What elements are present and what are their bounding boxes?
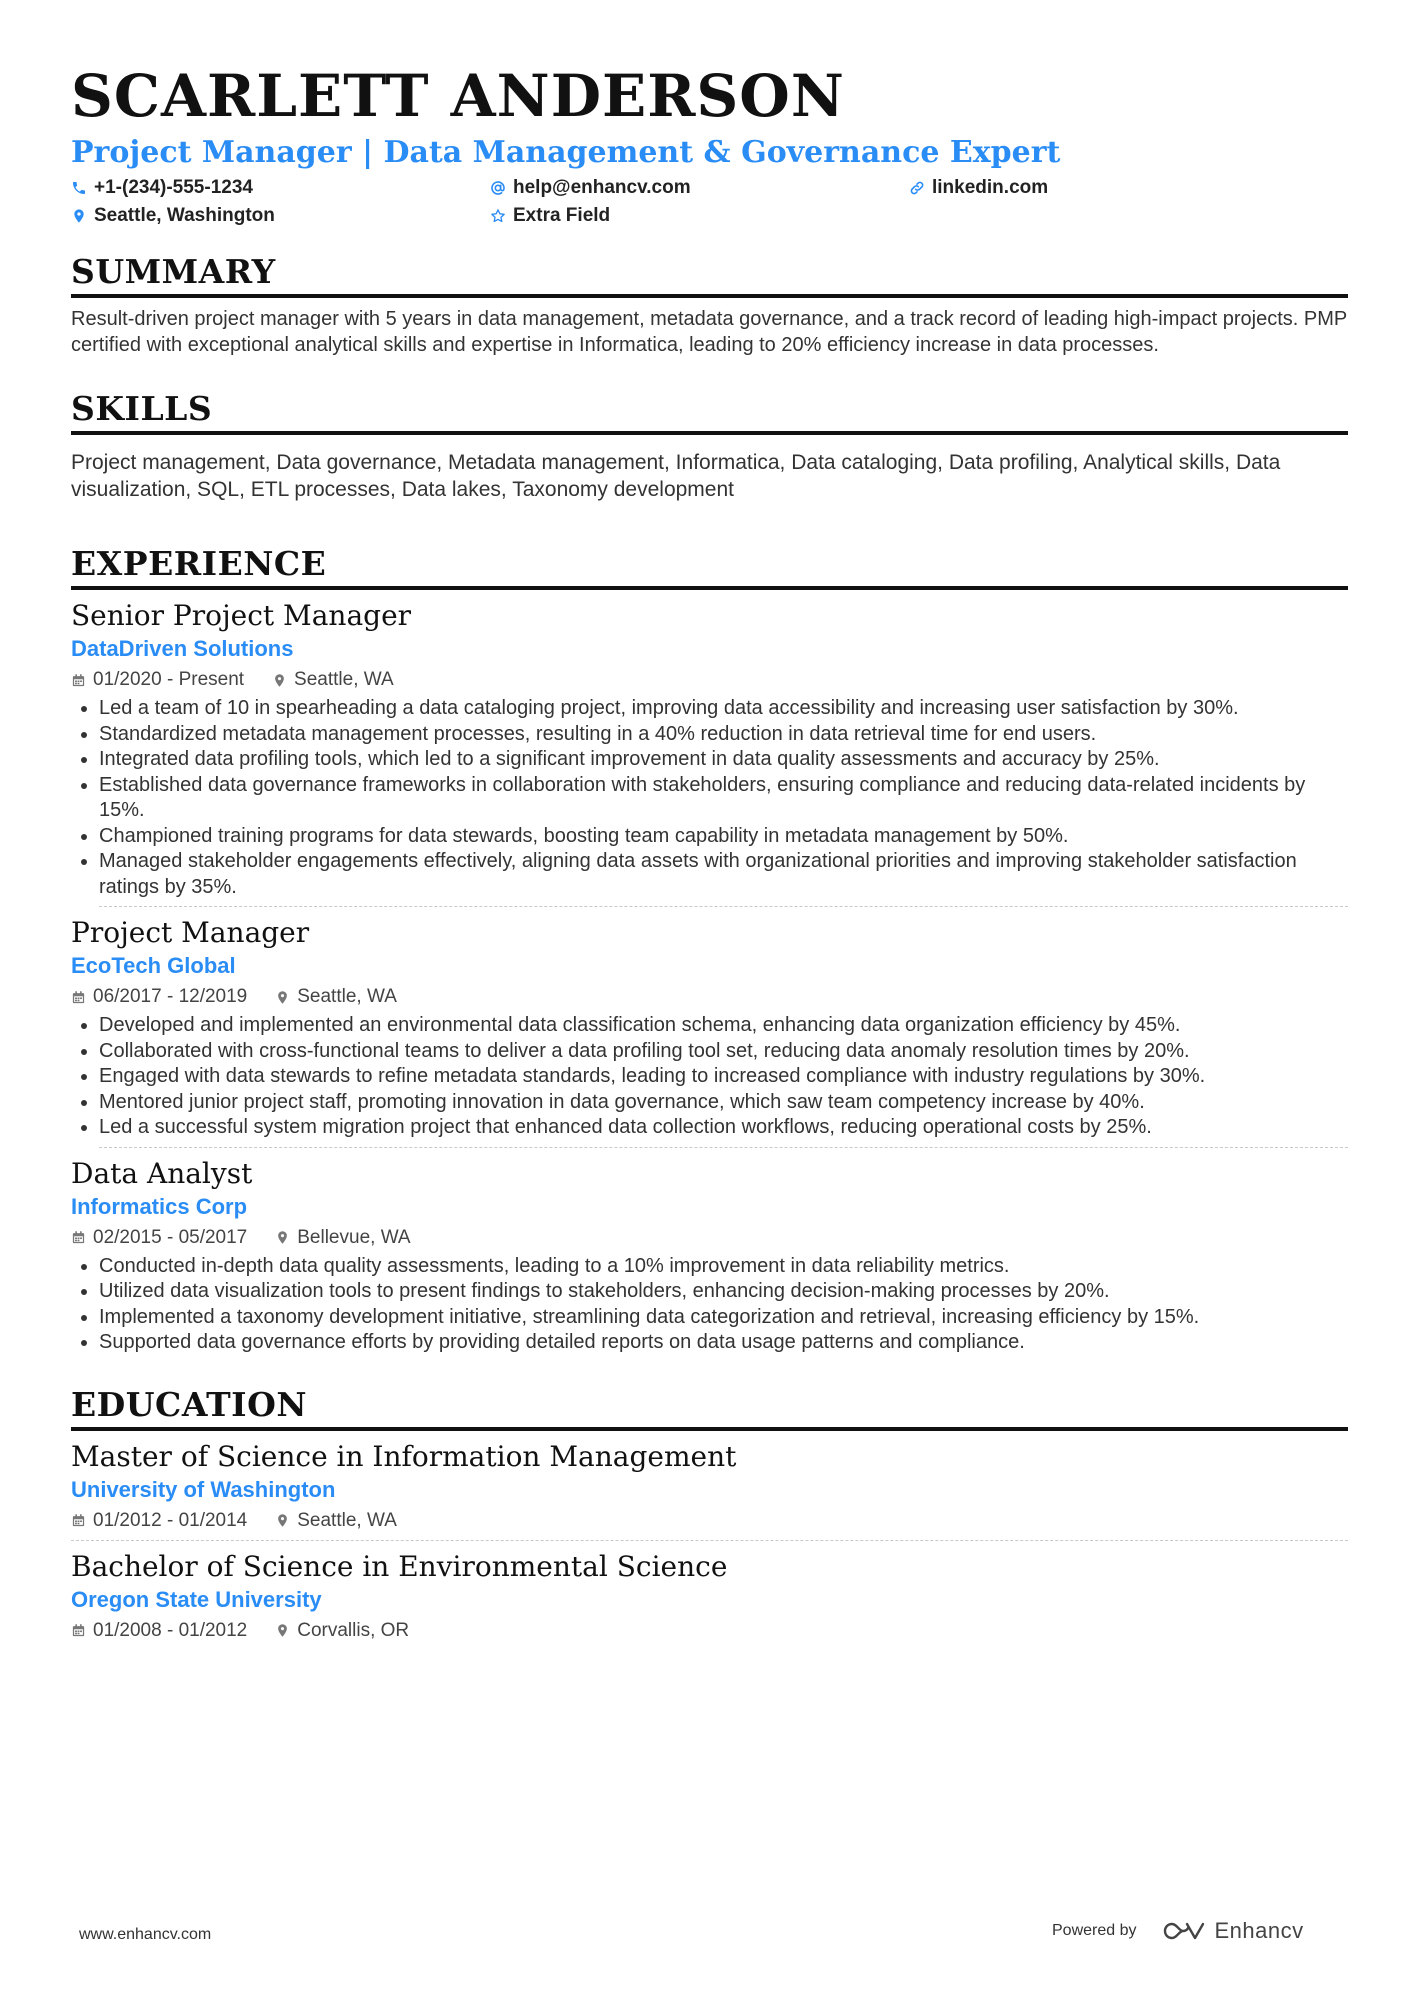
calendar-icon (71, 1513, 86, 1528)
entry-dates: 01/2012 - 01/2014 (93, 1509, 248, 1531)
achievement-item: • Implemented a taxonomy development initiative, streamlining data categorization and retrieval, increasing efficiency by 15%. (99, 1305, 1348, 1331)
company-name: Informatics Corp (71, 1193, 248, 1219)
brand-name: Enhancv (1214, 1918, 1304, 1943)
calendar-icon (71, 1623, 86, 1638)
education-title: EDUCATION (71, 1384, 308, 1424)
school-name: University of Washington (71, 1476, 336, 1502)
experience-entry (71, 1156, 1348, 1356)
achievement-item: • Standardized metadata management processes, resulting in a 40% reduction in data retrieval time for end users. (99, 722, 1348, 748)
job-title: Project Manager (71, 916, 310, 949)
job-title: Senior Project Manager (71, 599, 412, 632)
entry-meta (71, 984, 1348, 1010)
phone-icon (71, 180, 87, 196)
summary-section (71, 251, 1348, 358)
summary-text: Result-driven project manager with 5 years in data management, metadata governance, and a track record of leading high-impact projects. PMP certified with exceptional analytical skills and expertise in Informatica, leading to 20% efficiency increase in data processes. (71, 308, 1347, 356)
achievement-item: • Led a team of 10 in spearheading a data cataloging project, improving data accessibility and increasing user satisfaction by 30%. (99, 696, 1348, 722)
candidate-headline: Project Manager | Data Management & Governance Expert (71, 135, 1061, 170)
experience-title: EXPERIENCE (71, 544, 327, 583)
achievement-list (71, 1013, 1348, 1141)
contact-extra (490, 203, 909, 229)
achievement-item: • Conducted in-depth data quality assessments, leading to a 10% improvement in data reliability metrics. (99, 1254, 1348, 1280)
skills-title: SKILLS (71, 389, 213, 428)
degree-title: Master of Science in Information Management (71, 1439, 737, 1473)
entry-meta (71, 1225, 1348, 1251)
location-pin-icon (275, 1623, 290, 1638)
experience-section (71, 543, 1348, 1356)
company-name: DataDriven Solutions (71, 636, 294, 661)
entry-location: Seattle, WA (294, 669, 394, 690)
powered-by-label: Powered by (1052, 1922, 1137, 1939)
entry-divider (71, 1540, 1348, 1541)
education-entry (71, 1439, 1348, 1534)
achievement-list (71, 696, 1348, 900)
contact-location (71, 203, 490, 229)
at-icon (490, 180, 506, 196)
job-title: Data Analyst (71, 1156, 253, 1190)
achievement-item: • Established data governance frameworks in collaboration with stakeholders, ensuring compliance and reducing data-related incidents by 15%. (99, 773, 1348, 824)
contact-list (71, 175, 1348, 229)
footer-website[interactable]: www.enhancv.com (79, 1926, 212, 1943)
achievement-item: • Mentored junior project staff, promoting innovation in data governance, which saw team competency increase by 40%. (99, 1090, 1348, 1116)
entry-dates: 06/2017 - 12/2019 (93, 986, 248, 1007)
entry-meta (71, 1508, 1348, 1534)
entry-meta (71, 1618, 1348, 1644)
candidate-name: SCARLETT ANDERSON (71, 62, 845, 130)
entry-meta (71, 667, 1348, 693)
calendar-icon (71, 1230, 86, 1245)
summary-title: SUMMARY (71, 252, 276, 291)
footer-powered-by[interactable] (1052, 1918, 1304, 1944)
entry-divider (99, 906, 1348, 907)
company-name: EcoTech Global (71, 953, 236, 978)
achievement-item: • Developed and implemented an environmental data classification schema, enhancing data organization efficiency by 45%. (99, 1013, 1348, 1039)
contact-email-text: help@enhancv.com (513, 177, 691, 198)
contact-email[interactable] (490, 175, 909, 201)
calendar-icon (71, 990, 86, 1005)
contact-phone[interactable] (71, 175, 490, 201)
skills-section (71, 388, 1348, 503)
achievement-item: • Engaged with data stewards to refine metadata standards, leading to increased compliance with industry regulations by 30%. (99, 1064, 1348, 1090)
degree-title: Bachelor of Science in Environmental Science (71, 1549, 728, 1583)
contact-location-text: Seattle, Washington (94, 205, 275, 226)
education-section (71, 1384, 1348, 1644)
entry-dates: 01/2008 - 01/2012 (93, 1619, 248, 1641)
experience-entry (71, 915, 1348, 1141)
section-divider (71, 294, 1348, 298)
achievement-item: • Collaborated with cross-functional teams to deliver a data profiling tool set, reducing data anomaly resolution times by 20%. (99, 1039, 1348, 1065)
contact-extra-text: Extra Field (513, 205, 611, 226)
entry-dates: 02/2015 - 05/2017 (93, 1226, 248, 1248)
entry-location: Seattle, WA (297, 986, 397, 1007)
section-divider (71, 1427, 1348, 1431)
achievement-item: • Utilized data visualization tools to present findings to stakeholders, enhancing decision-making processes by 20%. (99, 1279, 1348, 1305)
contact-phone-text: +1-(234)-555-1234 (94, 177, 253, 198)
skills-text: Project management, Data governance, Metadata management, Informatica, Data cataloging, Data profiling, Analytical skills, Data visualization, SQL, ETL processes, Data lakes, Taxonomy development (71, 451, 1281, 501)
experience-entry (71, 598, 1348, 900)
location-pin-icon (71, 208, 87, 224)
contact-linkedin[interactable] (909, 175, 1348, 201)
entry-location: Bellevue, WA (297, 1226, 411, 1248)
achievement-item: • Championed training programs for data stewards, boosting team capability in metadata management by 50%. (99, 824, 1348, 850)
entry-location: Seattle, WA (297, 1509, 397, 1531)
star-icon (490, 208, 506, 224)
achievement-item: • Integrated data profiling tools, which led to a significant improvement in data quality assessments and accuracy by 25%. (99, 747, 1348, 773)
resume-content (71, 58, 1348, 1644)
section-divider (71, 431, 1348, 435)
education-entry (71, 1549, 1348, 1644)
achievement-list (71, 1254, 1348, 1356)
location-pin-icon (272, 673, 287, 688)
location-pin-icon (275, 1513, 290, 1528)
location-pin-icon (275, 1230, 290, 1245)
entry-location: Corvallis, OR (297, 1619, 410, 1641)
entry-dates: 01/2020 - Present (93, 669, 245, 690)
section-divider (71, 586, 1348, 590)
contact-linkedin-text: linkedin.com (932, 177, 1049, 198)
calendar-icon (71, 673, 86, 688)
achievement-item: • Managed stakeholder engagements effectively, aligning data assets with organizational priorities and improving stakeholder satisfaction ratings by 35%. (99, 849, 1348, 900)
achievement-item: • Led a successful system migration project that enhanced data collection workflows, reducing operational costs by 25%. (99, 1115, 1348, 1141)
school-name: Oregon State University (71, 1586, 322, 1612)
entry-divider (99, 1147, 1348, 1148)
enhancv-logo-icon (1161, 1919, 1207, 1943)
achievement-item: • Supported data governance efforts by providing detailed reports on data usage patterns and compliance. (99, 1330, 1348, 1356)
location-pin-icon (275, 990, 290, 1005)
link-icon (909, 180, 925, 196)
